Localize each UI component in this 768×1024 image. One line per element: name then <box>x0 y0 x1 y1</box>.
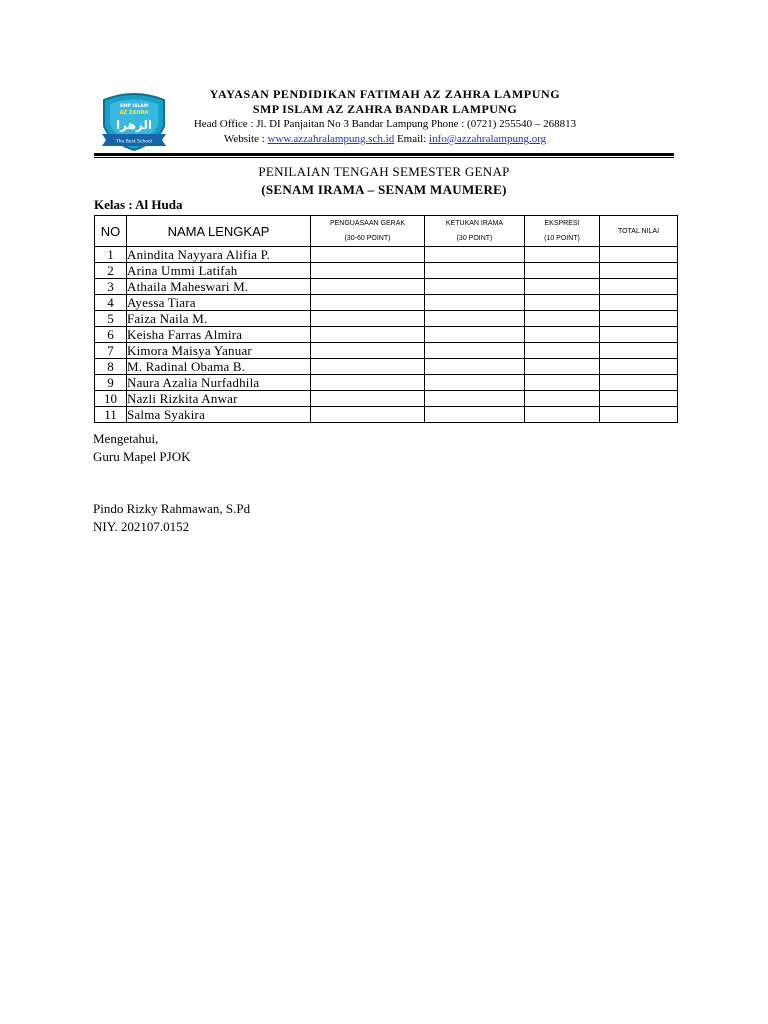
cell-penguasaan[interactable] <box>311 295 425 311</box>
cell-ketukan[interactable] <box>425 311 525 327</box>
cell-total[interactable] <box>600 359 678 375</box>
cell-total[interactable] <box>600 391 678 407</box>
cell-penguasaan[interactable] <box>311 359 425 375</box>
cell-ketukan[interactable] <box>425 343 525 359</box>
title-line-2: (SENAM IRAMA – SENAM MAUMERE) <box>261 182 507 197</box>
table-row <box>95 391 678 407</box>
letterhead-divider-thin <box>94 157 674 158</box>
row-name: Arina Ummi Latifah <box>127 263 311 279</box>
header-ketukan-label: KETUKAN IRAMA <box>445 220 504 227</box>
address-line: Head Office : Jl. DI Panjaitan No 3 Bandar Lampung Phone : (0721) 255540 – 268813 <box>193 118 577 130</box>
website-label: Website : <box>223 133 265 145</box>
row-name: Anindita Nayyara Alifia P. <box>127 247 311 263</box>
cell-total[interactable] <box>600 343 678 359</box>
row-no: 10 <box>95 391 127 407</box>
cell-penguasaan[interactable] <box>311 375 425 391</box>
table-row <box>95 263 678 279</box>
cell-ekspresi[interactable] <box>525 247 600 263</box>
row-name: Naura Azalia Nurfadhila <box>127 375 311 391</box>
table-row <box>95 407 678 423</box>
header-ekspresi-sub: (10 POINT) <box>544 235 580 242</box>
header-penguasaan-sub: (30-60 POINT) <box>344 235 391 242</box>
cell-ketukan[interactable] <box>425 391 525 407</box>
row-no: 6 <box>95 327 127 343</box>
signature-name: Pindo Rizky Rahmawan, S.Pd <box>93 501 251 516</box>
school-logo <box>98 90 170 154</box>
cell-total[interactable] <box>600 375 678 391</box>
table-row <box>95 375 678 391</box>
signature-role: Guru Mapel PJOK <box>93 449 191 464</box>
row-no: 8 <box>95 359 127 375</box>
header-penguasaan-label: PENGUASAAN GERAK <box>329 220 406 227</box>
row-name: Nazli Rizkita Anwar <box>127 391 311 407</box>
cell-ekspresi[interactable] <box>525 343 600 359</box>
row-no: 11 <box>95 407 127 423</box>
header-total: TOTAL NILAI <box>600 216 678 247</box>
cell-ketukan[interactable] <box>425 295 525 311</box>
row-no: 4 <box>95 295 127 311</box>
email-link[interactable]: info@azzahralampung.org <box>429 133 547 145</box>
cell-ekspresi[interactable] <box>525 375 600 391</box>
row-name: Athaila Maheswari M. <box>127 279 311 295</box>
cell-ketukan[interactable] <box>425 359 525 375</box>
logo-ribbon: The Best School <box>115 139 153 145</box>
cell-ketukan[interactable] <box>425 375 525 391</box>
cell-penguasaan[interactable] <box>311 391 425 407</box>
row-name: Faiza Naila M. <box>127 311 311 327</box>
row-name: Ayessa Tiara <box>127 295 311 311</box>
header-name: NAMA LENGKAP <box>127 216 311 247</box>
cell-total[interactable] <box>600 263 678 279</box>
school-name: SMP ISLAM AZ ZAHRA BANDAR LAMPUNG <box>252 102 518 116</box>
row-name: Keisha Farras Almira <box>127 327 311 343</box>
header-ketukan <box>425 216 525 247</box>
document-title <box>94 163 674 199</box>
signature-acknowledged: Mengetahui, <box>93 431 159 446</box>
header-ekspresi-label: EKSPRESI <box>544 220 580 227</box>
cell-total[interactable] <box>600 295 678 311</box>
score-table <box>94 215 678 423</box>
cell-total[interactable] <box>600 327 678 343</box>
cell-total[interactable] <box>600 407 678 423</box>
cell-ketukan[interactable] <box>425 247 525 263</box>
email-label: Email: <box>396 133 427 145</box>
cell-penguasaan[interactable] <box>311 343 425 359</box>
table-row <box>95 311 678 327</box>
cell-penguasaan[interactable] <box>311 407 425 423</box>
foundation-name: YAYASAN PENDIDIKAN FATIMAH AZ ZAHRA LAMPUNG <box>209 87 561 101</box>
row-no: 1 <box>95 247 127 263</box>
row-name: Kimora Maisya Yanuar <box>127 343 311 359</box>
cell-penguasaan[interactable] <box>311 311 425 327</box>
row-no: 2 <box>95 263 127 279</box>
cell-penguasaan[interactable] <box>311 247 425 263</box>
cell-penguasaan[interactable] <box>311 279 425 295</box>
cell-ekspresi[interactable] <box>525 279 600 295</box>
header-no: NO <box>95 216 127 247</box>
title-line-1: PENILAIAN TENGAH SEMESTER GENAP <box>258 164 510 179</box>
cell-ketukan[interactable] <box>425 407 525 423</box>
letterhead-divider <box>94 153 674 156</box>
cell-ekspresi[interactable] <box>525 295 600 311</box>
logo-text-mid: AZ ZAHRA <box>119 110 149 116</box>
signature-niy: NIY. 202107.0152 <box>93 519 190 534</box>
cell-penguasaan[interactable] <box>311 327 425 343</box>
row-name: Salma Syakira <box>127 407 311 423</box>
header-penguasaan <box>311 216 425 247</box>
cell-ekspresi[interactable] <box>525 359 600 375</box>
cell-ekspresi[interactable] <box>525 391 600 407</box>
table-row <box>95 359 678 375</box>
contact-line <box>175 132 595 146</box>
header-ketukan-sub: (30 POINT) <box>456 235 493 242</box>
cell-ketukan[interactable] <box>425 279 525 295</box>
header-ekspresi <box>525 216 600 247</box>
row-no: 9 <box>95 375 127 391</box>
row-name: M. Radinal Obama B. <box>127 359 311 375</box>
cell-total[interactable] <box>600 311 678 327</box>
cell-penguasaan[interactable] <box>311 263 425 279</box>
row-no: 7 <box>95 343 127 359</box>
row-no: 5 <box>95 311 127 327</box>
logo-text-arabic: الزهرا <box>116 118 152 132</box>
cell-ketukan[interactable] <box>425 327 525 343</box>
table-row <box>95 295 678 311</box>
class-label: Kelas : Al Huda <box>94 197 183 212</box>
website-link[interactable]: www.azzahralampung.sch.id <box>267 133 395 145</box>
letterhead <box>175 87 595 146</box>
table-row <box>95 279 678 295</box>
cell-total[interactable] <box>600 279 678 295</box>
cell-total[interactable] <box>600 247 678 263</box>
cell-ekspresi[interactable] <box>525 311 600 327</box>
table-row <box>95 247 678 263</box>
table-row <box>95 343 678 359</box>
cell-ekspresi[interactable] <box>525 263 600 279</box>
table-header-row <box>95 216 678 247</box>
logo-text-top: SMP ISLAM <box>119 104 149 109</box>
signature-block <box>93 430 250 536</box>
row-no: 3 <box>95 279 127 295</box>
cell-ekspresi[interactable] <box>525 407 600 423</box>
table-row <box>95 327 678 343</box>
cell-ketukan[interactable] <box>425 263 525 279</box>
cell-ekspresi[interactable] <box>525 327 600 343</box>
